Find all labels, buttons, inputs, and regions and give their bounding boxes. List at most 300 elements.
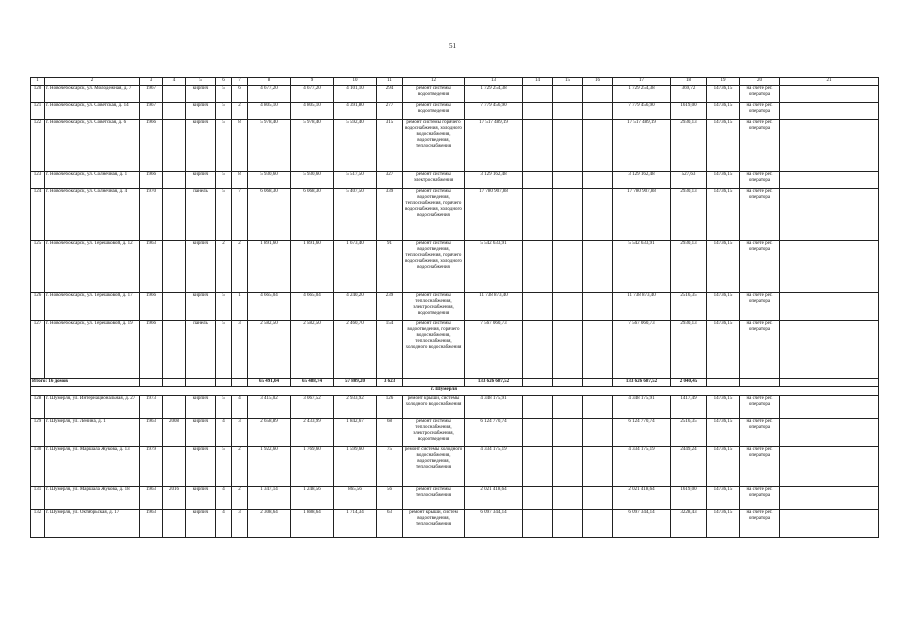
cell-year2: [163, 86, 186, 103]
cell-empty: [583, 189, 613, 241]
column-number-row: [31, 78, 879, 86]
cell-ent: 6: [232, 86, 248, 103]
cell-unit: 2930,13: [671, 241, 707, 293]
cell-ent: 3: [232, 510, 248, 538]
cell-limit: 14736,15: [707, 103, 740, 120]
cell-fund: на счете рег. оператора: [740, 293, 780, 321]
cell-limit: 14736,15: [707, 172, 740, 189]
cell-year2: [163, 396, 186, 419]
cell-year: 1963: [140, 510, 163, 538]
column-number: 1: [31, 78, 45, 86]
cell-limit: 14736,15: [707, 86, 740, 103]
cell-addr: г. Новочебоксарск, ул. Советская, д. 14: [45, 103, 140, 120]
column-number: 18: [671, 78, 707, 86]
cell-year: 1963: [140, 419, 163, 447]
cell-total: 6 124 770,74: [613, 419, 671, 447]
column-number: 11: [377, 78, 403, 86]
cell-a3: 865,56: [334, 487, 377, 510]
cell-mat: кирпич: [186, 487, 216, 510]
cell-addr: г. Новочебоксарск, ул. Терешковой, д. 17: [45, 293, 140, 321]
cell-no: 124: [31, 189, 45, 241]
cell-total: 2 021 418,64: [613, 487, 671, 510]
cell-ent: 3: [232, 419, 248, 447]
cell-work: ремонт системы горячего водоснабжения, холодного водоснабжения, водоотведения, теплоснабжения: [403, 120, 465, 172]
cell-mat: кирпич: [186, 396, 216, 419]
cell-empty: [523, 419, 553, 447]
cell-no: 125: [31, 241, 45, 293]
cell-people: 126: [377, 396, 403, 419]
cell-no: 120: [31, 86, 45, 103]
column-number: 10: [334, 78, 377, 86]
cell-year: 1970: [140, 189, 163, 241]
cell-no: 126: [31, 293, 45, 321]
column-number: 21: [780, 78, 879, 86]
cell-a2: 4 677,20: [291, 86, 334, 103]
cell-fund: на счете рег. оператора: [740, 120, 780, 172]
cell-year: 1979: [140, 447, 163, 487]
cell-empty: [553, 447, 583, 487]
cell-empty: [163, 379, 186, 387]
cell-empty: [583, 293, 613, 321]
cell-a1: 5 930,60: [248, 172, 291, 189]
cell-mat: кирпич: [186, 419, 216, 447]
cell-limit: 14736,15: [707, 120, 740, 172]
cell-a1: 1 347,14: [248, 487, 291, 510]
cell-fl: 5: [216, 172, 232, 189]
cell-ent: 8: [232, 172, 248, 189]
cell-empty: [523, 103, 553, 120]
cell-unit: 1417,49: [671, 396, 707, 419]
cell-a1: 3 415,02: [248, 396, 291, 419]
cell-addr: г. Новочебоксарск, ул. Советская, д. 6: [45, 120, 140, 172]
cell-empty: [583, 86, 613, 103]
cell-fund: на счете рег. оператора: [740, 86, 780, 103]
cell-year2: [163, 103, 186, 120]
cell-empty: [523, 447, 553, 487]
cell-fl: 4: [216, 510, 232, 538]
cell-work: ремонт системы теплоснабжения, электроснабжения, водоотведения: [403, 419, 465, 447]
cell-fund: на счете рег. оператора: [740, 447, 780, 487]
cell-empty: [583, 172, 613, 189]
cell-total: 7 567 060,73: [613, 321, 671, 379]
table-row: [31, 293, 879, 321]
cell-a3: 1 842,67: [334, 419, 377, 447]
cell-empty: [780, 487, 879, 510]
cell-limit: 14736,15: [707, 487, 740, 510]
cell-empty: [553, 241, 583, 293]
cell-year: 1966: [140, 120, 163, 172]
cell-ent: 2: [232, 487, 248, 510]
page-number: 51: [449, 42, 456, 50]
table-row: [31, 396, 879, 419]
cell-ent: 2: [232, 241, 248, 293]
cell-year: 1966: [140, 321, 163, 379]
cell-unit: 369,72: [671, 86, 707, 103]
column-number: 9: [291, 78, 334, 86]
cell-fund: на счете рег. оператора: [740, 396, 780, 419]
cell-limit: 14736,15: [707, 447, 740, 487]
cell-empty: [780, 510, 879, 538]
cell-empty: [553, 86, 583, 103]
cell-a3: 2 933,92: [334, 396, 377, 419]
cell-addr: г. Новочебоксарск, ул. Терешковой, д. 19: [45, 321, 140, 379]
cell-fl: 4: [216, 487, 232, 510]
cell-empty: [583, 103, 613, 120]
cell-work: ремонт системы водоотведения: [403, 103, 465, 120]
cell-a2: 1 891,60: [291, 241, 334, 293]
cell-total: 1 729 254,38: [613, 86, 671, 103]
cell-empty: [553, 510, 583, 538]
cell-empty: [780, 120, 879, 172]
cell-empty: [553, 321, 583, 379]
cell-empty: [553, 103, 583, 120]
cell-empty: [553, 379, 583, 387]
cell-cost: 6 097 344,14: [465, 510, 523, 538]
cell-addr: г. Шумерля, ул. Интернациональная, д. 27: [45, 396, 140, 419]
cell-fund: на счете рег. оператора: [740, 241, 780, 293]
cell-year: 1967: [140, 86, 163, 103]
cell-a3: 5 517,50: [334, 172, 377, 189]
cell-a1: 1 922,60: [248, 447, 291, 487]
cell-work: ремонт системы холодного водоснабжения, водоотведения, теплоснабжения: [403, 447, 465, 487]
cell-year: 1967: [140, 103, 163, 120]
cell-empty: [780, 293, 879, 321]
cell-total: 17 517 489,19: [613, 120, 671, 172]
table-row: [31, 487, 879, 510]
cell-a2: 5 978,40: [291, 120, 334, 172]
cell-cost: 4 334 175,19: [465, 447, 523, 487]
cell-fl: 2: [216, 241, 232, 293]
cell-work: ремонт системы водоотведения, теплоснабжения, горячего водоснабжения, холодного водоснабжения: [403, 189, 465, 241]
cell-empty: [780, 241, 879, 293]
cell-fl: 5: [216, 86, 232, 103]
cell-people: 63: [377, 510, 403, 538]
cell-total: 7 779 456,90: [613, 103, 671, 120]
cell-mat: панель: [186, 189, 216, 241]
cell-empty: [553, 293, 583, 321]
column-number: 8: [248, 78, 291, 86]
total-a3: 57 809,20: [334, 379, 377, 387]
cell-a2: 1 769,60: [291, 447, 334, 487]
cell-mat: кирпич: [186, 172, 216, 189]
cell-a1: 2 658,89: [248, 419, 291, 447]
cell-fund: на счете рег. оператора: [740, 321, 780, 379]
cell-ent: 3: [232, 321, 248, 379]
cell-empty: [583, 487, 613, 510]
cell-work: ремонт системы водоотведения: [403, 86, 465, 103]
cell-work: ремонт системы водоотведения, горячего водоснабжения, теплоснабжения, холодного водоснабжения: [403, 321, 465, 379]
cell-a3: 1 714,34: [334, 510, 377, 538]
table-row: [31, 86, 879, 103]
column-number: 19: [707, 78, 740, 86]
cell-addr: г. Новочебоксарск, ул. Солнечная, д. 1: [45, 172, 140, 189]
cell-unit: 2516,35: [671, 419, 707, 447]
cell-empty: [583, 120, 613, 172]
cell-total: 3 129 162,48: [613, 172, 671, 189]
cell-no: 132: [31, 510, 45, 538]
cell-empty: [523, 86, 553, 103]
cell-empty: [707, 379, 740, 387]
cell-a2: 1 888,64: [291, 510, 334, 538]
table-row: [31, 172, 879, 189]
cell-fl: 5: [216, 321, 232, 379]
cell-empty: [140, 379, 163, 387]
total-a2: 65 488,74: [291, 379, 334, 387]
cell-a1: 6 068,30: [248, 189, 291, 241]
cell-cost: 17 517 489,19: [465, 120, 523, 172]
cell-empty: [583, 419, 613, 447]
cell-empty: [780, 447, 879, 487]
cell-a3: 4 240,20: [334, 293, 377, 321]
cell-empty: [523, 172, 553, 189]
table-row: [31, 447, 879, 487]
cell-work: ремонт крыши, систем водоотведения, теплоснабжения: [403, 510, 465, 538]
cell-mat: кирпич: [186, 241, 216, 293]
cell-people: 277: [377, 103, 403, 120]
cell-work: ремонт системы водоотведения, теплоснабжения, горячего водоснабжения, холодного водоснабжения: [403, 241, 465, 293]
cell-a1: 5 978,40: [248, 120, 291, 172]
cell-year2: [163, 241, 186, 293]
cell-no: 121: [31, 103, 45, 120]
cell-addr: г. Шумерля, ул. Маршала Жукова, д. 13: [45, 447, 140, 487]
cell-cost: 17 780 907,88: [465, 189, 523, 241]
cell-empty: [553, 396, 583, 419]
cell-ent: 2: [232, 103, 248, 120]
cell-ent: 7: [232, 189, 248, 241]
cell-cost: 2 021 418,64: [465, 487, 523, 510]
cell-empty: [232, 379, 248, 387]
cell-cost: 7 779 456,90: [465, 103, 523, 120]
cell-fl: 5: [216, 396, 232, 419]
cell-people: 239: [377, 293, 403, 321]
cell-year: 1966: [140, 172, 163, 189]
cell-empty: [523, 241, 553, 293]
cell-ent: 2: [232, 447, 248, 487]
cell-empty: [523, 293, 553, 321]
cell-unit: 1619,00: [671, 487, 707, 510]
cell-empty: [780, 321, 879, 379]
cell-empty: [583, 321, 613, 379]
cell-cost: 4 348 175,91: [465, 396, 523, 419]
cell-empty: [523, 510, 553, 538]
table-row: [31, 321, 879, 379]
cell-empty: [780, 103, 879, 120]
cell-a2: 4 805,10: [291, 103, 334, 120]
city-header-row: [31, 387, 879, 396]
cell-empty: [780, 86, 879, 103]
cell-a1: 4 665,04: [248, 293, 291, 321]
cell-a3: 5 592,40: [334, 120, 377, 172]
cell-work: ремонт системы теплоснабжения: [403, 487, 465, 510]
cell-empty: [523, 120, 553, 172]
cell-fl: 5: [216, 103, 232, 120]
table-row: [31, 189, 879, 241]
cell-empty: [523, 189, 553, 241]
cell-cost: 6 124 770,74: [465, 419, 523, 447]
cell-a2: 6 068,30: [291, 189, 334, 241]
table-row: [31, 241, 879, 293]
cell-a3: 4 101,10: [334, 86, 377, 103]
cell-people: 315: [377, 120, 403, 172]
cell-empty: [740, 379, 780, 387]
cell-empty: [403, 379, 465, 387]
cell-no: 130: [31, 447, 45, 487]
cell-unit: 2516,35: [671, 293, 707, 321]
cell-a3: 4 391,80: [334, 103, 377, 120]
cell-total: 17 780 907,88: [613, 189, 671, 241]
table-row: [31, 103, 879, 120]
cell-empty: [553, 419, 583, 447]
cell-total: 11 738 873,40: [613, 293, 671, 321]
cell-cost: 11 738 873,40: [465, 293, 523, 321]
cell-fund: на счете рег. оператора: [740, 103, 780, 120]
column-number: 17: [613, 78, 671, 86]
cell-fl: 5: [216, 120, 232, 172]
cell-total: 6 097 344,14: [613, 510, 671, 538]
column-number: 15: [553, 78, 583, 86]
cell-year: 1973: [140, 396, 163, 419]
capital-repair-table: [30, 77, 879, 538]
cell-limit: 14736,15: [707, 419, 740, 447]
cell-a3: 1 673,40: [334, 241, 377, 293]
cell-a2: 2 582,50: [291, 321, 334, 379]
cell-year2: [163, 172, 186, 189]
cell-limit: 14736,15: [707, 189, 740, 241]
cell-addr: г. Новочебоксарск, ул. Терешковой, д. 12: [45, 241, 140, 293]
cell-unit: 2930,13: [671, 120, 707, 172]
cell-mat: кирпич: [186, 447, 216, 487]
cell-limit: 14736,15: [707, 293, 740, 321]
cell-year2: [163, 321, 186, 379]
cell-fl: 5: [216, 293, 232, 321]
cell-empty: [780, 419, 879, 447]
total-a1: 65 491,04: [248, 379, 291, 387]
cell-limit: 14736,15: [707, 241, 740, 293]
cell-year2: [163, 447, 186, 487]
cell-mat: кирпич: [186, 510, 216, 538]
column-number: 20: [740, 78, 780, 86]
cell-unit: 2930,13: [671, 321, 707, 379]
cell-addr: г. Шумерля, ул. Ленина, д. 1: [45, 419, 140, 447]
total-people: 3 623: [377, 379, 403, 387]
table-body: [31, 78, 879, 538]
cell-fund: на счете рег. оператора: [740, 510, 780, 538]
table-row: [31, 510, 879, 538]
cell-fl: 5: [216, 189, 232, 241]
cell-no: 131: [31, 487, 45, 510]
cell-empty: [780, 189, 879, 241]
cell-unit: 527,63: [671, 172, 707, 189]
cell-empty: [523, 379, 553, 387]
column-number: 14: [523, 78, 553, 86]
cell-empty: [523, 396, 553, 419]
cell-year2: [163, 293, 186, 321]
cell-addr: г. Шумерля, ул. Маршала Жукова, д. 18: [45, 487, 140, 510]
cell-a2: 2 433,99: [291, 419, 334, 447]
cell-mat: кирпич: [186, 86, 216, 103]
total-label: Итого: 16 домов: [31, 379, 140, 387]
column-number: 7: [232, 78, 248, 86]
cell-fund: на счете рег. оператора: [740, 189, 780, 241]
cell-empty: [216, 379, 232, 387]
cell-fund: на счете рег. оператора: [740, 487, 780, 510]
cell-empty: [523, 487, 553, 510]
cell-no: 129: [31, 419, 45, 447]
cell-people: 56: [377, 487, 403, 510]
cell-unit: 3228,43: [671, 510, 707, 538]
cell-mat: кирпич: [186, 103, 216, 120]
cell-total: 5 542 633,91: [613, 241, 671, 293]
cell-total: 4 348 175,91: [613, 396, 671, 419]
cell-a2: 1 248,56: [291, 487, 334, 510]
cell-work: ремонт крыши, системы холодного водоснабжения: [403, 396, 465, 419]
cell-empty: [583, 396, 613, 419]
cell-empty: [780, 379, 879, 387]
cell-empty: [583, 241, 613, 293]
cell-empty: [780, 172, 879, 189]
cell-year2: [163, 510, 186, 538]
cell-unit: 1619,00: [671, 103, 707, 120]
cell-year2: [163, 120, 186, 172]
cell-empty: [583, 510, 613, 538]
cell-people: 154: [377, 321, 403, 379]
cell-empty: [583, 379, 613, 387]
column-number: 3: [140, 78, 163, 86]
cell-empty: [553, 120, 583, 172]
cell-limit: 14736,15: [707, 321, 740, 379]
cell-cost: 5 542 633,91: [465, 241, 523, 293]
cell-total: 4 334 175,19: [613, 447, 671, 487]
cell-fund: на счете рег. оператора: [740, 419, 780, 447]
cell-addr: г. Новочебоксарск, ул. Солнечная, д. 4: [45, 189, 140, 241]
cell-ent: 8: [232, 120, 248, 172]
cell-people: 75: [377, 447, 403, 487]
cell-empty: [553, 189, 583, 241]
cell-year2: 2016: [163, 487, 186, 510]
cell-fl: 4: [216, 419, 232, 447]
total-row: [31, 379, 879, 387]
cell-mat: панель: [186, 321, 216, 379]
total-unit: 2 040,45: [671, 379, 707, 387]
cell-a3: 5 407,50: [334, 189, 377, 241]
cell-a2: 3 067,52: [291, 396, 334, 419]
column-number: 12: [403, 78, 465, 86]
cell-unit: 2449,24: [671, 447, 707, 487]
cell-a1: 1 891,60: [248, 241, 291, 293]
column-number: 13: [465, 78, 523, 86]
cell-cost: 7 567 060,73: [465, 321, 523, 379]
cell-no: 123: [31, 172, 45, 189]
cell-mat: кирпич: [186, 120, 216, 172]
cell-year: 1966: [140, 293, 163, 321]
cell-ent: 1: [232, 293, 248, 321]
cell-a1: 4 677,20: [248, 86, 291, 103]
cell-empty: [553, 172, 583, 189]
total-total: 133 626 687,52: [613, 379, 671, 387]
cell-a3: 2 460,70: [334, 321, 377, 379]
cell-unit: 2930,13: [671, 189, 707, 241]
cell-no: 122: [31, 120, 45, 172]
cell-year2: [163, 189, 186, 241]
cell-limit: 14736,15: [707, 396, 740, 419]
cell-people: 339: [377, 189, 403, 241]
city-name: г. Шумерля: [31, 387, 879, 396]
cell-cost: 1 729 254,38: [465, 86, 523, 103]
cell-a1: 4 805,10: [248, 103, 291, 120]
cell-fund: на счете рег. оператора: [740, 172, 780, 189]
cell-work: ремонт системы электроснабжения: [403, 172, 465, 189]
cell-empty: [583, 447, 613, 487]
